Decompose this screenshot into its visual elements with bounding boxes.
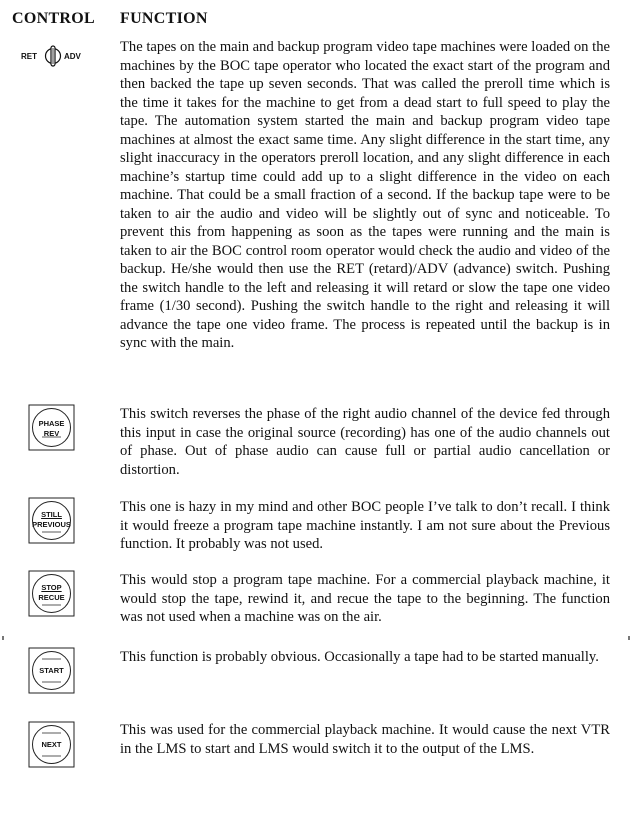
start-description: This function is probably obvious. Occasionally a tape had to be started manually. [120,649,599,665]
phase-label: PHASE [38,419,65,428]
ret-label: RET [21,52,37,61]
previous-label: PREVIOUS [32,520,71,529]
stop-recue-description: This would stop a program tape machine. For a commercial playback machine, it would stop the tape, rewind it, and recue the tape to the beginning. The function was not used when a machine was on the air. [120,572,610,625]
adv-label: ADV [64,52,81,61]
function-column-header: FUNCTION [120,10,208,27]
ret-adv-switch [21,45,91,67]
next-button [28,721,75,768]
scan-edge-mark [2,636,4,640]
rev-label: REV [43,429,60,438]
recue-label: RECUE [38,593,65,602]
toggle-switch-icon [44,45,62,67]
next-label: NEXT [41,740,62,749]
next-description: This was used for the commercial playback machine. It would cause the next VTR in the LMS to start and LMS would switch it to the output of the LMS. [120,722,610,757]
stop-label: STOP [41,583,62,592]
still-previous-button [28,497,75,544]
start-label: START [39,666,64,675]
phase-rev-button [28,404,75,451]
start-button [28,647,75,694]
ret-adv-description: The tapes on the main and backup program video tape machines were loaded on the machines by the BOC tape operator who located the exact start of the program and then backed the tape up seven seconds. That was called the preroll time which is the time it takes for the machine to get from a dead start to full speed to play the tape. The automation system started the main and backup program video tape machines at almost the exact same time. Any slight difference in the start time, any slight inaccuracy in the operators preroll location, and any slight difference in each machine’s startup time could add up to a slight difference in the video on each machine. That could be a small fraction of a second. If the backup tape were to be taken to air the audio and video will be slightly out of sync and noticeable. To prevent this from happening as soon as the tapes were running and the main is taken to air the BOC control room operator would check the audio and video of the backup. He/she would then use the RET (retard)/ADV (advance) switch. Pushing the switch handle to the left and releasing it will retard or slow the tape one video frame (1/30 second). Pushing the switch handle to the right and releasing it will advance the tape one video frame. The process is repeated until the backup is in sync with the main. [120,39,610,351]
scan-edge-mark [628,636,630,640]
still-label: STILL [41,510,62,519]
still-previous-description: This one is hazy in my mind and other BOC people I’ve talk to don’t recall. I think it would freeze a program tape machine instantly. I am not sure about the Previous function. It probably was not used. [120,499,610,552]
phase-rev-description: This switch reverses the phase of the right audio channel of the device fed through this input in case the original source (recording) has one of the audio channels out of phase. Out of phase audio can cause full or partial audio cancellation or distortion. [120,406,610,478]
control-column-header: CONTROL [12,10,95,27]
stop-recue-button [28,570,75,617]
